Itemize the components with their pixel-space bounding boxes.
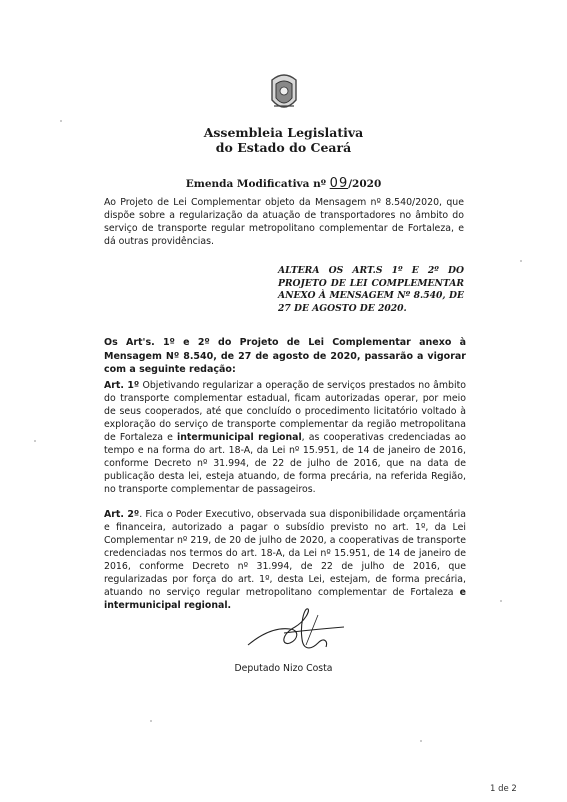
- signatory-name: Deputado Nizo Costa: [234, 663, 333, 674]
- institution-name-line2: do Estado do Ceará: [215, 140, 352, 155]
- coat-of-arms-seal: [268, 70, 300, 114]
- intro-paragraph: Ao Projeto de Lei Complementar objeto da Mensagem nº 8.540/2020, que dispõe sobre a regularização da atuação de transportadores no âmbito do serviço de transporte regular metropolitano complementar de Fortaleza, e dá outras providências.: [104, 197, 464, 247]
- institution-name-line1: Assembleia Legislativa: [203, 125, 364, 140]
- page-number: 1 de 2: [490, 784, 517, 794]
- lead-paragraph: Os Art's. 1º e 2º do Projeto de Lei Complementar anexo à Mensagem Nº 8.540, de 27 de agosto de 2020, passarão a vigorar com a seguinte redação:: [104, 337, 466, 375]
- ementa-block: ALTERA OS ART.S 1º E 2º DO PROJETO DE LEI COMPLEMENTAR ANEXO À MENSAGEM Nº 8.540, DE 27 DE AGOSTO DE 2020.: [278, 265, 464, 314]
- scan-speck: [500, 600, 502, 602]
- scan-speck: [520, 260, 522, 262]
- amendment-title: [0, 176, 567, 191]
- amendment-year: /2020: [348, 178, 382, 190]
- article-2-label: Art. 2º: [104, 509, 140, 520]
- scan-speck: [150, 720, 152, 722]
- article-1: [104, 379, 466, 496]
- article-2-bold: e intermunicipal regional.: [104, 587, 466, 611]
- article-1-label: Art. 1º: [104, 380, 140, 391]
- amendment-label: Emenda Modificativa nº: [185, 178, 327, 190]
- article-2: [104, 508, 466, 612]
- amendment-number: 09: [329, 176, 349, 191]
- article-1-text-b: , as cooperativas credenciadas ao tempo e na forma do art. 18-A, da Lei nº 15.951, de 14 de janeiro de 2016, conforme Decreto nº 31.994, de 22 de julho de 2016, que na data de publicação desta lei, esteja atuando, de forma precária, na referida Região, no transporte complementar de passageiros.: [104, 432, 466, 495]
- scan-speck: [420, 740, 422, 742]
- article-1-bold: intermunicipal regional: [176, 432, 302, 443]
- scan-speck: [60, 120, 62, 122]
- article-2-text-a: . Fica o Poder Executivo, observada sua disponibilidade orçamentária e financeira, autorizado a pagar o subsídio previsto no art. 1º, da Lei Complementar nº 219, de 20 de julho de 2020, a cooperativas de transporte credenciadas nos termos do art. 18-A, da Lei nº 15.951, de 14 de janeiro de 2016, conforme Decreto nº 31.994, de 22 de julho de 2016, que regularizadas por força do art. 1º, desta Lei, estejam, de forma precária, atuando no serviço regular metropolitano complementar de Fortaleza: [104, 509, 466, 598]
- handwritten-signature: [240, 605, 360, 660]
- article-1-text-a: Objetivando regularizar a operação de serviços prestados no âmbito do transporte complementar estadual, ficam autorizadas operar, por meio de seus cooperados, até que concluído o procedimento licitatório voltado à exploração do serviço de transporte complementar da região metropolitana de Fortaleza e: [104, 380, 467, 443]
- scan-speck: [34, 440, 36, 442]
